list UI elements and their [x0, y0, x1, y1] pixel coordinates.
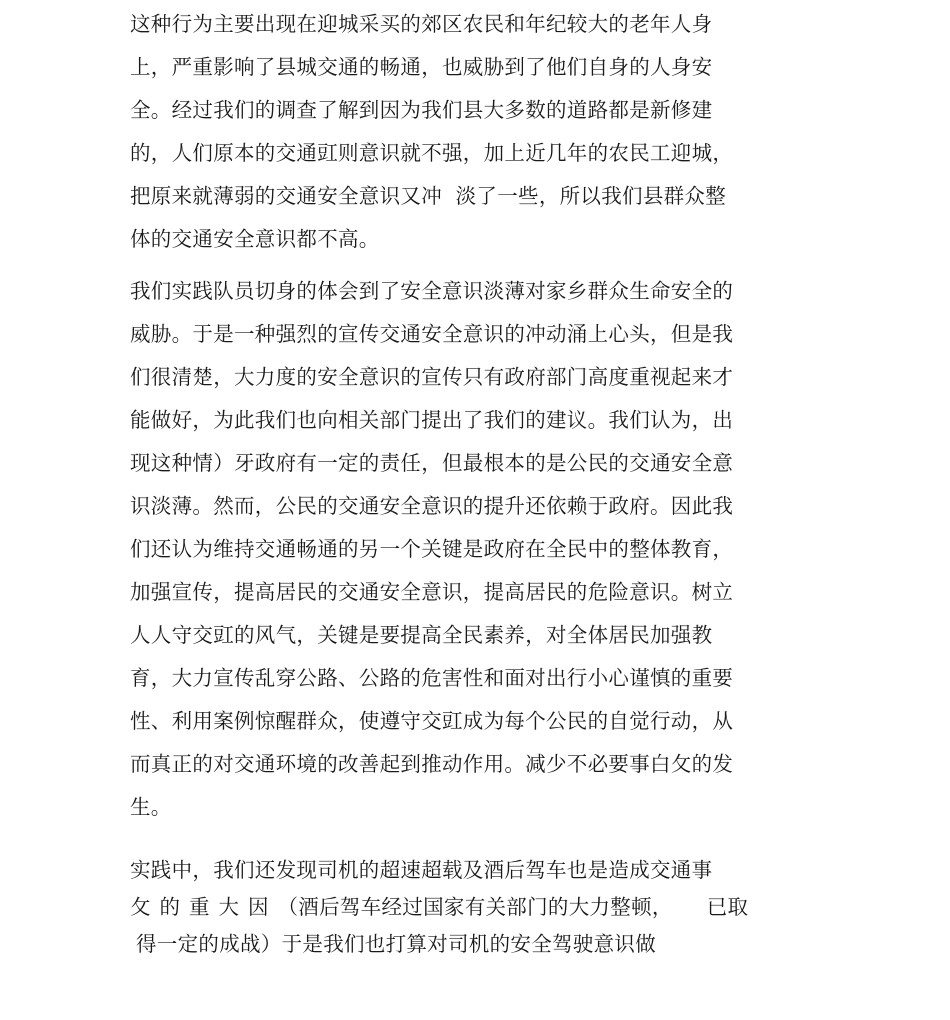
text-line: 上，严重影响了县城交通的畅通，也威胁到了他们自身的人身安	[130, 55, 713, 79]
text-line: 把原来就薄弱的交通安全意识又冲 淡了一些，所以我们县群众整	[130, 184, 727, 208]
text-line: 育，大力宣传乱穿公路、公路的危害性和面对出行小心谨慎的重要	[130, 666, 734, 690]
text-line: 得一定的成战）于是我们也打算对司机的安全驾驶意识做	[136, 932, 656, 956]
text-line: 全。经过我们的调查了解到因为我们县大多数的道路都是新修建	[130, 98, 713, 122]
text-line: 们还认为维持交通畅通的另一个关键是政府在全民中的整体教育，	[130, 537, 734, 561]
text-fragment: 已取	[706, 895, 749, 919]
paragraph-2	[130, 270, 733, 829]
text-line: 识淡薄。然而，公民的交通安全意识的提升还依赖于政府。因此我	[130, 494, 734, 518]
text-line: 加强宣传，提高居民的交通安全意识，提高居民的危险意识。树立	[130, 580, 734, 604]
text-line: 威胁。于是一种强烈的宣传交通安全意识的冲动涌上心头，但是我	[130, 322, 734, 346]
text-fragment: （酒后驾车经过国家有关部门的大力整顿，	[277, 895, 673, 919]
text-line: 的，人们原本的交通豇则意识就不强，加上近几年的农民工迎城，	[130, 141, 734, 165]
text-line: 体的交通安全意识都不高。	[130, 227, 380, 251]
text-line: 们很清楚，大力度的安全意识的宣传只有政府部门高度重视起来才	[130, 365, 734, 389]
text-line	[130, 889, 748, 926]
text-line: 现这种情）牙政府有一定的责任，但最根本的是公民的交通安全意	[130, 451, 734, 475]
text-line: 我们实践队员切身的体会到了安全意识淡薄对家乡群众生命安全的	[130, 279, 734, 303]
text-line: 能做好，为此我们也向相关部门提出了我们的建议。我们认为，出	[130, 408, 734, 432]
paragraph-3	[130, 852, 748, 963]
text-line: 实践中，我们还发现司机的超速超载及酒后驾车也是造成交通事	[130, 858, 713, 882]
text-fragment: 攵的重大因	[130, 895, 278, 919]
text-line: 生。	[130, 795, 172, 819]
text-line: 而真正的对交通环境的改善起到推动作用。减少不必要事白攵的发	[130, 752, 734, 776]
paragraph-1	[130, 3, 733, 261]
text-line: 性、利用案例惊醒群众，使遵守交豇成为每个公民的自觉行动，从	[130, 709, 734, 733]
text-line: 这种行为主要出现在迎城采买的郊区农民和年纪较大的老年人身	[130, 12, 713, 36]
text-line: 人人守交豇的风气，关键是要提高全民素养，对全体居民加强教	[130, 623, 713, 647]
